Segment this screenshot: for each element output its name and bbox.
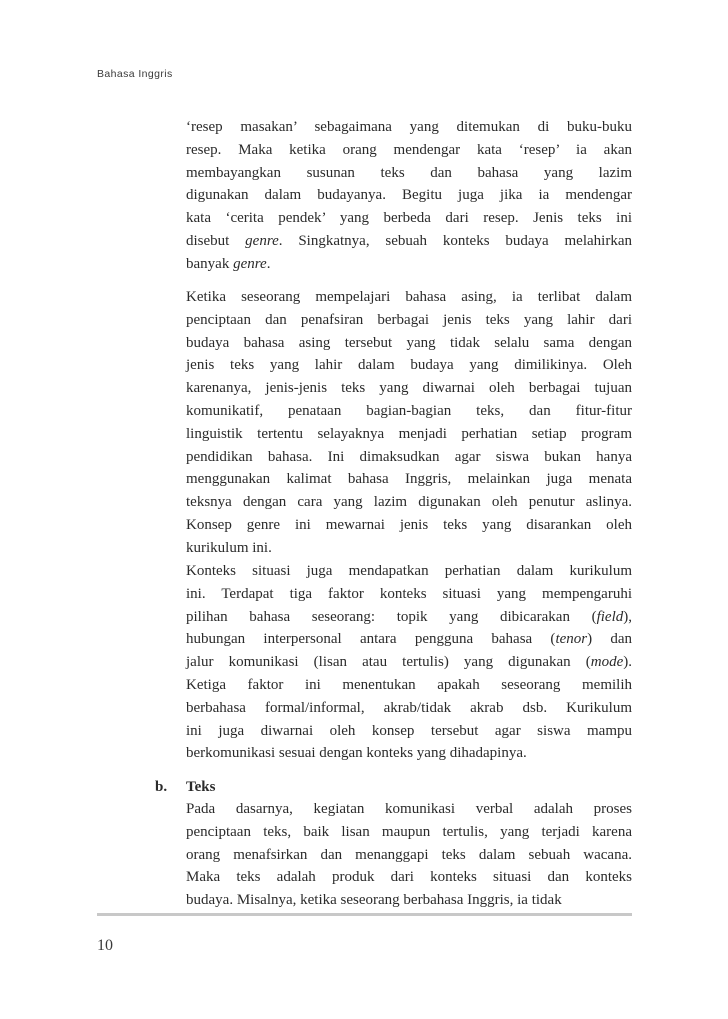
text-line: Maka teks adalah produk dari konteks situasi dan konteks bbox=[186, 869, 632, 886]
text-line: Ketika seseorang mempelajari bahasa asing, ia terlibat dalam bbox=[186, 289, 632, 305]
text-line: pendidikan bahasa. Ini dimaksudkan agar siswa bukan hanya bbox=[186, 448, 632, 465]
text-line: berbahasa formal/informal, akrab/tidak akrab dsb. Kurikulum bbox=[186, 699, 632, 716]
text-line: penciptaan teks, baik lisan maupun tertulis, yang terjadi karena bbox=[186, 823, 632, 840]
running-header: Bahasa Inggris bbox=[97, 68, 173, 80]
paragraph-situation-context bbox=[186, 560, 632, 765]
text-line: kurikulum ini. bbox=[186, 539, 272, 556]
text-line: linguistik tertentu selayaknya menjadi perhatian setiap program bbox=[186, 425, 632, 442]
paragraph-text-definition bbox=[186, 798, 632, 912]
text-line: Konteks situasi juga mendapatkan perhatian dalam kurikulum bbox=[186, 563, 632, 579]
text-line: ini. Terdapat tiga faktor konteks situasi yang mempengaruhi bbox=[186, 585, 632, 602]
text-line: hubungan interpersonal antara pengguna bahasa (tenor) dan bbox=[186, 631, 633, 648]
text-line: jalur komunikasi (lisan atau tertulis) yang digunakan (mode). bbox=[186, 654, 632, 671]
text-line: ini juga diwarnai oleh konsep tersebut agar siswa mampu bbox=[186, 722, 632, 739]
footer-rule bbox=[97, 913, 632, 916]
text-line: jenis teks yang lahir dalam budaya yang dimilikinya. Oleh bbox=[186, 357, 632, 374]
text-line: menggunakan kalimat bahasa Inggris, melainkan juga menata bbox=[186, 471, 632, 488]
text-line: teksnya dengan cara yang lazim digunakan oleh penutur aslinya. bbox=[186, 494, 632, 511]
paragraph-foreign-language bbox=[186, 286, 632, 560]
text-line: orang menafsirkan dan menanggapi teks dalam sebuah wacana. bbox=[186, 846, 632, 863]
text-line: digunakan dalam budayanya. Begitu juga jika ia mendengar bbox=[186, 187, 632, 204]
italic-term: genre bbox=[245, 232, 279, 249]
text-line: penciptaan dan penafsiran berbagai jenis teks yang lahir dari bbox=[186, 311, 632, 328]
section-letter: b. bbox=[155, 779, 168, 795]
text-line: Konsep genre ini mewarnai jenis teks yang disarankan oleh bbox=[186, 516, 632, 533]
text-line: kata ‘cerita pendek’ yang berbeda dari resep. Jenis teks ini bbox=[186, 210, 632, 227]
text-line: budaya. Misalnya, ketika seseorang berbahasa Inggris, ia tidak bbox=[186, 892, 562, 909]
text-line: resep. Maka ketika orang mendengar kata ‘resep’ ia akan bbox=[186, 141, 632, 158]
text-line: Pada dasarnya, kegiatan komunikasi verbal adalah proses bbox=[186, 801, 632, 817]
text-line: berkomunikasi sesuai dengan konteks yang dihadapinya. bbox=[186, 745, 527, 762]
italic-term: genre bbox=[233, 255, 267, 272]
page-number: 10 bbox=[97, 937, 113, 954]
paragraph-genre-intro bbox=[186, 116, 632, 276]
text-line: Ketiga faktor ini menentukan apakah seseorang memilih bbox=[186, 676, 632, 693]
text-line: karenanya, jenis-jenis teks yang diwarnai oleh berbagai tujuan bbox=[186, 380, 632, 397]
italic-term: field bbox=[596, 608, 624, 625]
text-line: budaya bahasa asing tersebut yang tidak selalu sama dengan bbox=[186, 334, 632, 351]
text-line: disebut genre. Singkatnya, sebuah konteks budaya melahirkan bbox=[186, 232, 632, 249]
text-line: komunikatif, penataan bagian-bagian teks, dan fitur-fitur bbox=[186, 402, 632, 419]
italic-term: tenor bbox=[555, 631, 588, 648]
section-title: Teks bbox=[186, 779, 216, 795]
italic-term: mode bbox=[590, 654, 624, 671]
text-line: membayangkan susunan teks dan bahasa yang lazim bbox=[186, 164, 632, 181]
text-line: pilihan bahasa seseorang: topik yang dibicarakan (field), bbox=[186, 608, 632, 625]
text-line: ‘resep masakan’ sebagaimana yang ditemukan di buku-buku bbox=[186, 119, 632, 135]
text-line: banyak genre. bbox=[186, 255, 271, 272]
